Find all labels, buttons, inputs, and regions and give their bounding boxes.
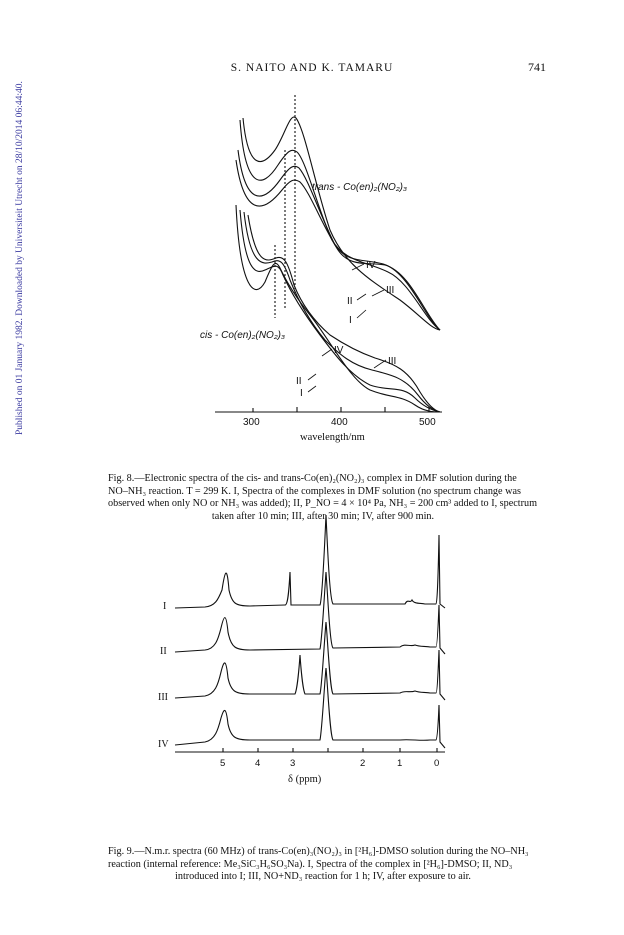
fig8-x-tick-500: 500 [419, 417, 436, 428]
fig9-x-tick-5: 5 [220, 758, 226, 769]
fig8-caption-line: taken after 10 min; III, after 30 min; IV, after 900 min. [211, 510, 435, 522]
fig8-cis-label: cis - Co(en)₂(NO₂)₃ [200, 330, 285, 341]
fig9-label-III: III [158, 692, 168, 703]
fig9-x-tick-1: 1 [397, 758, 403, 769]
fig8-trans-curve-2 [240, 120, 440, 330]
fig9-label-IV: IV [158, 739, 169, 750]
fig8-x-tick-300: 300 [243, 417, 260, 428]
fig8-trans-series-I: I [349, 315, 352, 326]
fig8-caption [108, 473, 538, 523]
fig9-spectrum-III [175, 622, 445, 700]
fig8-x-tick-400: 400 [331, 417, 348, 428]
fig8-trans-curve-1 [243, 117, 440, 330]
fig9-label-II: II [160, 646, 167, 657]
fig8-cis-series-I: I [300, 388, 303, 399]
page-number: 741 [528, 60, 546, 74]
fig8-cis-curve-3 [244, 212, 440, 412]
fig9-spectrum-II [175, 572, 445, 654]
fig9-x-tick-0: 0 [434, 758, 440, 769]
fig8-cis-curve-1 [236, 205, 440, 412]
fig8-trans-series-III: III [386, 285, 395, 296]
fig8-cis-series-IV: IV [334, 345, 344, 356]
fig9-label-I: I [163, 601, 167, 612]
fig8-caption-line: NO–NH₃ reaction. T = 299 K. I, Spectra of the complexes in DMF solution (no spectrum change was [108, 485, 521, 497]
fig8-cis-series-II: II [296, 376, 302, 387]
fig9-caption-line: Fig. 9.—N.m.r. spectra (60 MHz) of trans-Co(en)₃(NO₂)₃ in [²H₆]-DMSO solution during the NO–NH₃ [108, 846, 529, 857]
download-side-note: Published on 01 January 1982. Downloaded by Universiteit Utrecht on 28/10/2014 06:44:40. [15, 81, 25, 435]
fig8-caption-line: Fig. 8.—Electronic spectra of the cis- and trans-Co(en)₂(NO₂)₃ complex in DMF solution during the [108, 473, 517, 484]
fig9-x-tick-3: 3 [290, 758, 296, 769]
fig9-spectrum-IV [175, 668, 445, 748]
fig8-uv-vis-plot [215, 95, 442, 412]
fig9-caption-line: introduced into I; III, NO+ND₃ reaction for 1 h; IV, after exposure to air. [175, 871, 471, 883]
fig8-cis-curve-4 [248, 215, 440, 412]
fig9-spectrum-I [175, 515, 445, 608]
fig9-nmr-plot [175, 515, 445, 752]
fig9-x-axis-label: δ (ppm) [288, 774, 322, 785]
fig8-cis-series-III: III [388, 356, 397, 367]
fig9-x-tick-4: 4 [255, 758, 261, 769]
fig8-trans-series-IV: IV [366, 260, 376, 271]
fig9-caption-line: reaction (internal reference: Me₃SiC₃H₆SO₃Na). I, Spectra of the complex in [²H₆]-DMSO; II, ND₃ [108, 858, 513, 870]
fig8-cis-curve-2 [240, 210, 440, 412]
fig9-caption [108, 846, 538, 884]
running-header: S. NAITO AND K. TAMARU [230, 62, 394, 74]
fig8-trans-label: trans - Co(en)₂(NO₂)₃ [312, 182, 407, 193]
fig9-x-tick-2: 2 [360, 758, 366, 769]
fig8-x-axis-label: wavelength/nm [300, 432, 365, 443]
fig8-caption-line: observed when only NO or NH₃ was added); II, P_NO = 4 × 10⁴ Pa, NH₃ = 200 cm³ added to I, spectrum [108, 498, 538, 510]
fig8-trans-series-II: II [347, 296, 353, 307]
